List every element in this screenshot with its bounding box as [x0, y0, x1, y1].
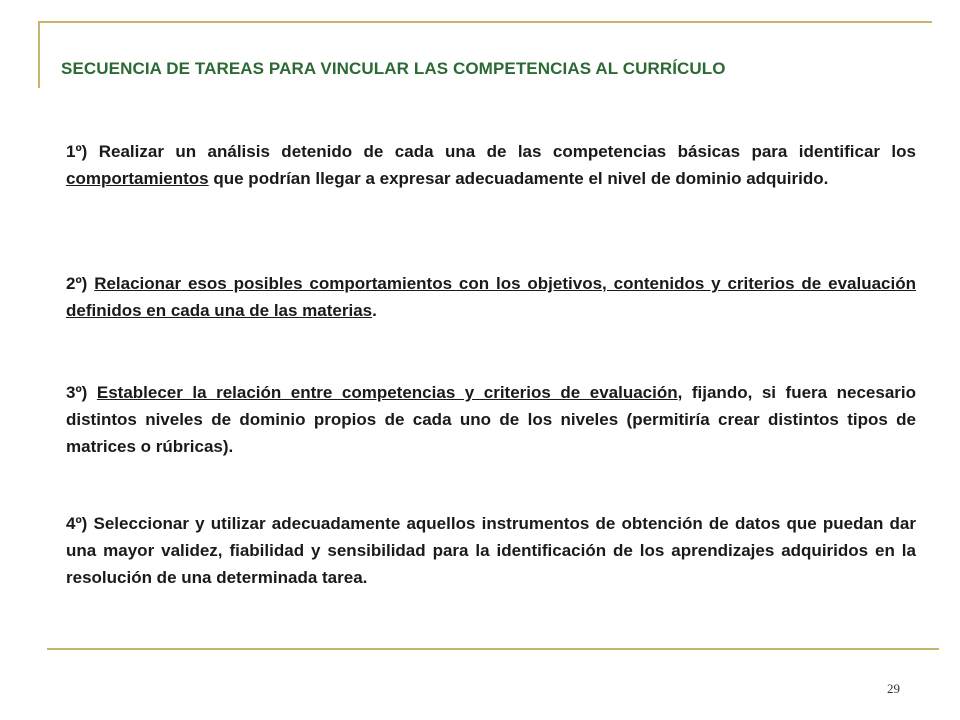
step-2-underlined: Relacionar esos posibles comportamientos con los objetivos, contenidos y criterios de evaluación definidos en cada una de las materias	[66, 274, 916, 320]
page-number: 29	[887, 681, 900, 696]
step-2	[66, 270, 916, 324]
step-3-text-end: , fijando, si fuera necesario distintos niveles de dominio propios de cada uno de los niveles (permitiría crear distintos tipos de matrices o rúbricas).	[66, 383, 917, 456]
step-1	[66, 138, 916, 192]
step-3-text-start: 3º)	[66, 383, 97, 402]
frame-left-line	[38, 21, 40, 88]
step-3	[66, 379, 916, 460]
step-2-text-start: 2º)	[66, 274, 95, 293]
step-1-underlined: comportamientos	[66, 169, 209, 188]
frame-top-line	[38, 21, 932, 23]
step-1-text-start: 1º) Realizar un análisis detenido de cada una de las competencias básicas para identificar los	[66, 142, 916, 161]
step-3-underlined: Establecer la relación entre competencias y criterios de evaluación	[96, 383, 678, 402]
step-2-text-end: .	[372, 301, 377, 320]
step-1-text-end: que podrían llegar a expresar adecuadamente el nivel de dominio adquirido.	[208, 169, 829, 188]
frame-bottom-line	[47, 648, 939, 650]
step-4: 4º) Seleccionar y utilizar adecuadamente aquellos instrumentos de obtención de datos que puedan dar una mayor validez, fiabilidad y sensibilidad para la identificación de los aprendizajes adquiridos en la resolución de una determinada tarea.	[66, 514, 916, 587]
slide-title: SECUENCIA DE TAREAS PARA VINCULAR LAS COMPETENCIAS AL CURRÍCULO	[61, 59, 726, 78]
